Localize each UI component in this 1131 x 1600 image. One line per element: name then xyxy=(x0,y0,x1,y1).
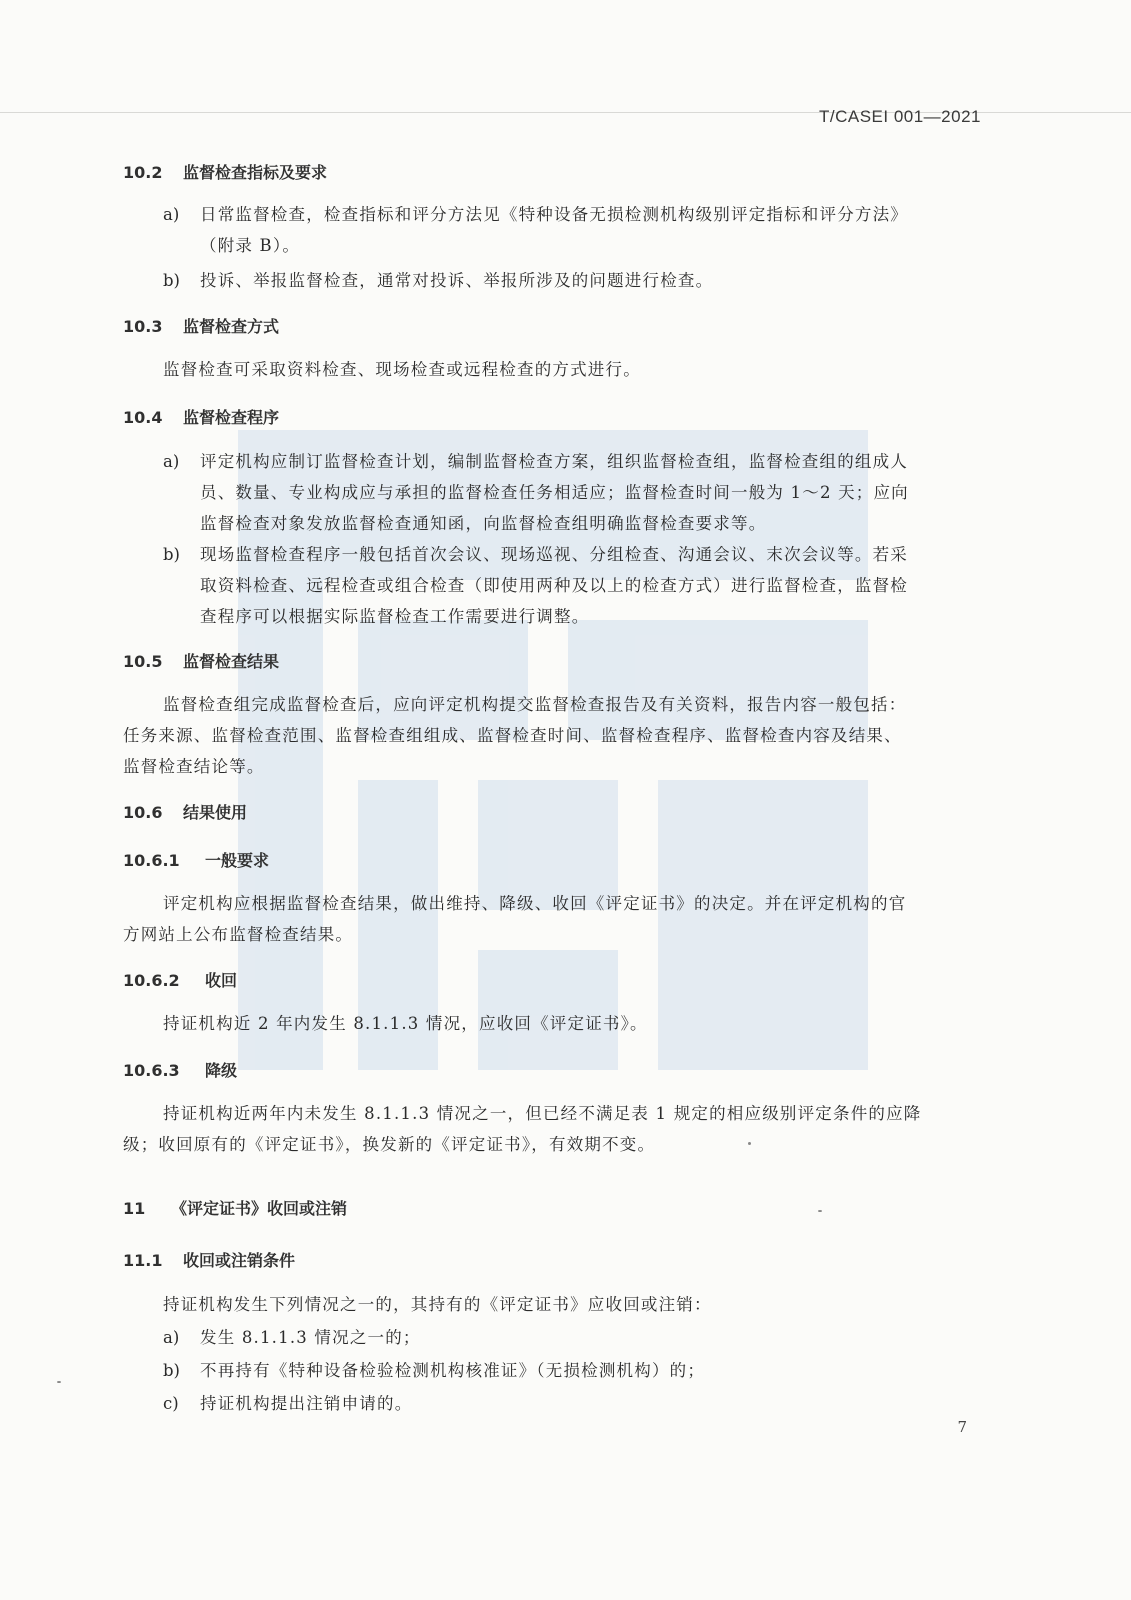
scan-speck xyxy=(57,1381,61,1383)
heading-10-3: 10.3 监督检查方式 xyxy=(123,317,280,336)
list-marker: b) xyxy=(163,1361,180,1380)
list-marker: b) xyxy=(163,545,180,564)
list-item-text: 不再持有《特种设备检验检测机构核准证》（无损检测机构）的； xyxy=(200,1361,706,1380)
heading-10-6: 10.6 结果使用 xyxy=(123,803,248,822)
list-item-text: 评定机构应制订监督检查计划，编制监督检查方案，组织监督检查组，监督检查组的组成人 xyxy=(200,452,908,471)
heading-10-2: 10.2 监督检查指标及要求 xyxy=(123,163,328,182)
scan-speck xyxy=(748,1142,751,1145)
heading-10-5: 10.5 监督检查结果 xyxy=(123,652,280,671)
list-item-text: 日常监督检查，检查指标和评分方法见《特种设备无损检测机构级别评定指标和评分方法》 xyxy=(200,205,908,224)
list-marker: a) xyxy=(163,452,180,471)
list-marker: a) xyxy=(163,205,180,224)
paragraph: 评定机构应根据监督检查结果，做出维持、降级、收回《评定证书》的决定。并在评定机构的官 xyxy=(163,894,907,913)
heading-10-6-2: 10.6.2 收回 xyxy=(123,971,238,990)
paragraph: 监督检查结论等。 xyxy=(123,757,265,776)
list-item-text: 查程序可以根据实际监督检查工作需要进行调整。 xyxy=(200,607,590,626)
list-item-text: 持证机构提出注销申请的。 xyxy=(200,1394,413,1413)
heading-10-6-3: 10.6.3 降级 xyxy=(123,1061,238,1080)
list-marker: a) xyxy=(163,1328,180,1347)
list-item-text: 监督检查对象发放监督检查通知函，向监督检查组明确监督检查要求等。 xyxy=(200,514,767,533)
list-item-text: 现场监督检查程序一般包括首次会议、现场巡视、分组检查、沟通会议、末次会议等。若采 xyxy=(200,545,908,564)
page-number: 7 xyxy=(957,1418,967,1436)
paragraph: 持证机构近两年内未发生 8.1.1.3 情况之一，但已经不满足表 1 规定的相应级别评定条件的应降 xyxy=(163,1104,922,1123)
heading-11-1: 11.1 收回或注销条件 xyxy=(123,1251,296,1270)
list-item-text: 员、数量、专业构成应与承担的监督检查任务相适应；监督检查时间一般为 1～2 天；应向 xyxy=(200,483,909,502)
list-marker: c) xyxy=(163,1394,179,1413)
heading-10-6-1: 10.6.1 一般要求 xyxy=(123,851,270,870)
list-marker: b) xyxy=(163,271,180,290)
paragraph: 监督检查可采取资料检查、现场检查或远程检查的方式进行。 xyxy=(163,360,641,379)
paragraph: 持证机构发生下列情况之一的，其持有的《评定证书》应收回或注销： xyxy=(163,1295,712,1314)
heading-11: 11 《评定证书》收回或注销 xyxy=(123,1199,348,1218)
document-code: T/CASEI 001—2021 xyxy=(818,107,981,126)
list-item-text: 发生 8.1.1.3 情况之一的； xyxy=(200,1328,421,1347)
paragraph: 任务来源、监督检查范围、监督检查组组成、监督检查时间、监督检查程序、监督检查内容及结果、 xyxy=(123,726,902,745)
paragraph: 监督检查组完成监督检查后，应向评定机构提交监督检查报告及有关资料，报告内容一般包括： xyxy=(163,695,907,714)
list-item-text: 取资料检查、远程检查或组合检查（即使用两种及以上的检查方式）进行监督检查，监督检 xyxy=(200,576,908,595)
list-item-text: （附录 B）。 xyxy=(200,236,301,255)
list-item-text: 投诉、举报监督检查，通常对投诉、举报所涉及的问题进行检查。 xyxy=(200,271,714,290)
paragraph: 级；收回原有的《评定证书》，换发新的《评定证书》，有效期不变。 xyxy=(123,1135,656,1154)
heading-10-4: 10.4 监督检查程序 xyxy=(123,408,280,427)
paragraph: 方网站上公布监督检查结果。 xyxy=(123,925,354,944)
scan-speck xyxy=(818,1210,822,1212)
paragraph: 持证机构近 2 年内发生 8.1.1.3 情况，应收回《评定证书》。 xyxy=(163,1014,648,1033)
